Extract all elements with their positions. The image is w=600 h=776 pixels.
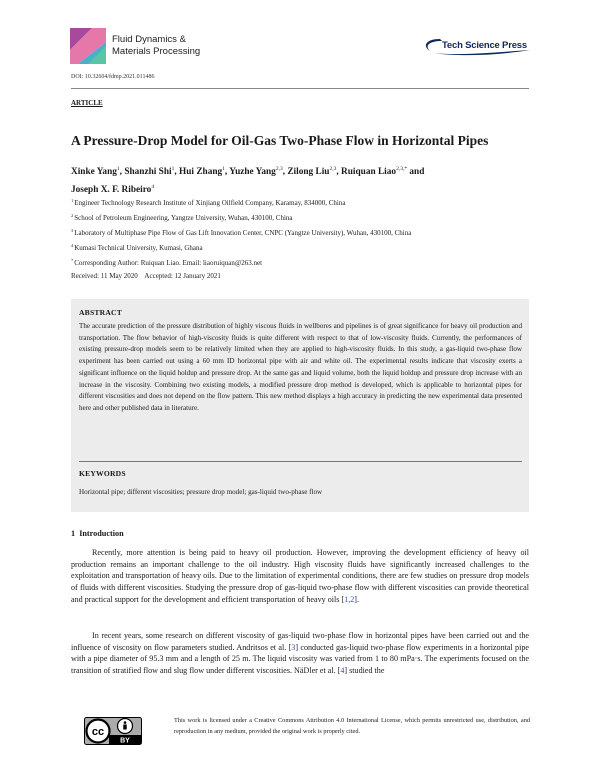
affiliation-text: Kumasi Technical University, Kumasi, Ghana	[74, 244, 203, 252]
author-name: Zilong Liu	[287, 167, 330, 177]
abstract-divider	[79, 461, 522, 462]
abstract-box	[71, 299, 529, 512]
journal-name-line2: Materials Processing	[112, 46, 201, 57]
citation-link[interactable]: 1,2	[344, 594, 355, 604]
author-affiliation-mark: 4	[151, 184, 155, 190]
intro-paragraph-2	[71, 630, 529, 677]
intro-paragraph-1	[71, 547, 529, 606]
corresponding-author	[71, 258, 262, 267]
submission-dates: Received: 11 May 2020 Accepted: 12 January 2021	[71, 272, 221, 280]
author-list: Xinke Yang$^1$, Shanzhi Shi$^1$, Hui Zhang$^1$, Yuzhe Yang$^{2,3}$, Zilong Liu$^{2,3}$, Ruiquan Liao$^{2,3,*}$ and Joseph X. F. Ribeiro$^4$	[71, 166, 425, 195]
cc-by-license-icon[interactable]	[84, 717, 142, 745]
abstract-heading: ABSTRACT	[79, 308, 122, 317]
journal-name-line1: Fluid Dynamics &	[112, 34, 186, 45]
keywords-heading: KEYWORDS	[79, 469, 126, 478]
affiliation-text[interactable]: Corresponding Author: Ruiquan Liao. Email: liaoruiquan@263.net	[74, 259, 263, 267]
paragraph-text: In recent years, some research on different viscosity of gas-liquid two-phase flow in horizontal pipes have been carried out and the influence of viscosity on flow parameters studied. Andritsos et al. [	[71, 631, 529, 652]
abstract-text: The accurate prediction of the pressure distribution of highly viscous fluids in wellbores and pipelines is of great significance for heavy oil production and transportation. The flow behavior of high-viscosity fluids is quite different with respect to that of low-viscosity fluids. Currently, the performances of existing pressure-drop models seem to be relatively limited when they are applied to high-viscosity fluids. In this study, a gas-liquid two-phase flow experiment has been carried out using a 60 mm ID horizontal pipe with air and white oil. The experimental results indicate that viscosity exerts a significant influence on the liquid holdup and pressure drop. At the same gas and liquid volume, both the liquid holdup and pressure drop increase with an increase in the viscosity. Combining two existing models, a modified pressure drop method is developed, which is applicable to horizontal pipes for different viscosities and does not depend on the flow pattern. This new method displays a high accuracy in predicting the new experimental data presented here and other published data in literature.	[79, 322, 522, 412]
affiliation-text: Engineer Technology Research Institute of Xinjiang Oilfield Company, Karamay, 834000, China	[74, 199, 346, 207]
affiliation-mark: 2	[71, 213, 74, 218]
license-statement: This work is licensed under a Creative Commons Attribution 4.0 International License, which permits unrestricted use, distribution, and reproduction in any medium, provided the original work is properly cited.	[174, 717, 530, 735]
paragraph-text: ].	[354, 594, 359, 604]
affiliation-mark: 4	[71, 243, 74, 248]
affiliation	[71, 198, 345, 207]
author-conjunction: and	[409, 167, 425, 177]
author-affiliation-mark: 1	[171, 166, 175, 172]
header-divider	[71, 88, 529, 89]
affiliation	[71, 213, 293, 222]
citation-link[interactable]: 3	[291, 642, 296, 652]
journal-logo	[70, 28, 106, 64]
author-name: Ruiquan Liao	[341, 167, 397, 177]
affiliation-mark: 1	[71, 198, 74, 203]
author-name: Xinke Yang	[71, 167, 117, 177]
paper-title: A Pressure-Drop Model for Oil-Gas Two-Phase Flow in Horizontal Pipes	[71, 133, 489, 148]
author-affiliation-mark: 1	[222, 166, 225, 172]
affiliation-mark: *	[71, 258, 74, 263]
paragraph-text: ] conducted gas-liquid two-phase flow experiments in a horizontal pipe with a pipe diameter of 95.3 mm and a length of 25 m. The liquid viscosity was varied from 1 to 80 mPa·s. The experiments focused on the transition of stratified flow and slug flow under different viscosities. NäDler et al. [	[71, 642, 529, 676]
author-name: Yuzhe Yang	[229, 167, 276, 177]
publisher-name: Tech Science Press	[442, 40, 527, 51]
keywords-text: Horizontal pipe; different viscosities; pressure drop model; gas-liquid two-phase flow	[79, 488, 323, 496]
doi[interactable]: DOI: 10.32604/fdmp.2021.011486	[71, 74, 155, 80]
author-affiliation-mark: 2,3	[329, 166, 337, 172]
paragraph-text: Recently, more attention is being paid to heavy oil production. However, improving the development efficiency of heavy oil production remains an important challenge to the oil industry. High viscosity fluids have significantly increased challenges to the exploitation and transportation of heavy oils. Due to the limitation of experimental conditions, there are few studies on pressure drop models of fluids with different viscosities. Studying the pressure drop of gas-liquid two-phase flow with different viscosities can provide theoretical and practical support for the development and efficient transportation of heavy oils [	[71, 548, 529, 604]
affiliation-text: School of Petroleum Engineering, Yangtze University, Wuhan, 430100, China	[74, 214, 293, 222]
affiliation	[71, 228, 411, 237]
author-affiliation-mark: 2,3	[275, 166, 283, 172]
citation-link[interactable]: 4	[340, 666, 345, 676]
author-name: Shanzhi Shi	[124, 167, 172, 177]
affiliation-mark: 3	[71, 228, 74, 233]
author-name: Hui Zhang	[179, 167, 223, 177]
author-affiliation-mark: 2,3,*	[396, 166, 408, 172]
author-affiliation-mark: 1	[116, 166, 120, 172]
affiliation	[71, 243, 203, 252]
affiliation-text: Laboratory of Multiphase Pipe Flow of Gas Lift Innovation Center, CNPC (Yangtze University), Wuhan, 430100, China	[74, 229, 412, 237]
article-type-label: ARTICLE	[71, 99, 103, 107]
by-label: BY	[120, 737, 130, 745]
paragraph-text: ] studied the	[344, 666, 385, 676]
journal-name	[112, 34, 200, 58]
cc-label: cc	[91, 726, 105, 738]
section-heading-introduction: 1 Introduction	[71, 529, 124, 538]
author-name: Joseph X. F. Ribeiro	[71, 185, 152, 195]
